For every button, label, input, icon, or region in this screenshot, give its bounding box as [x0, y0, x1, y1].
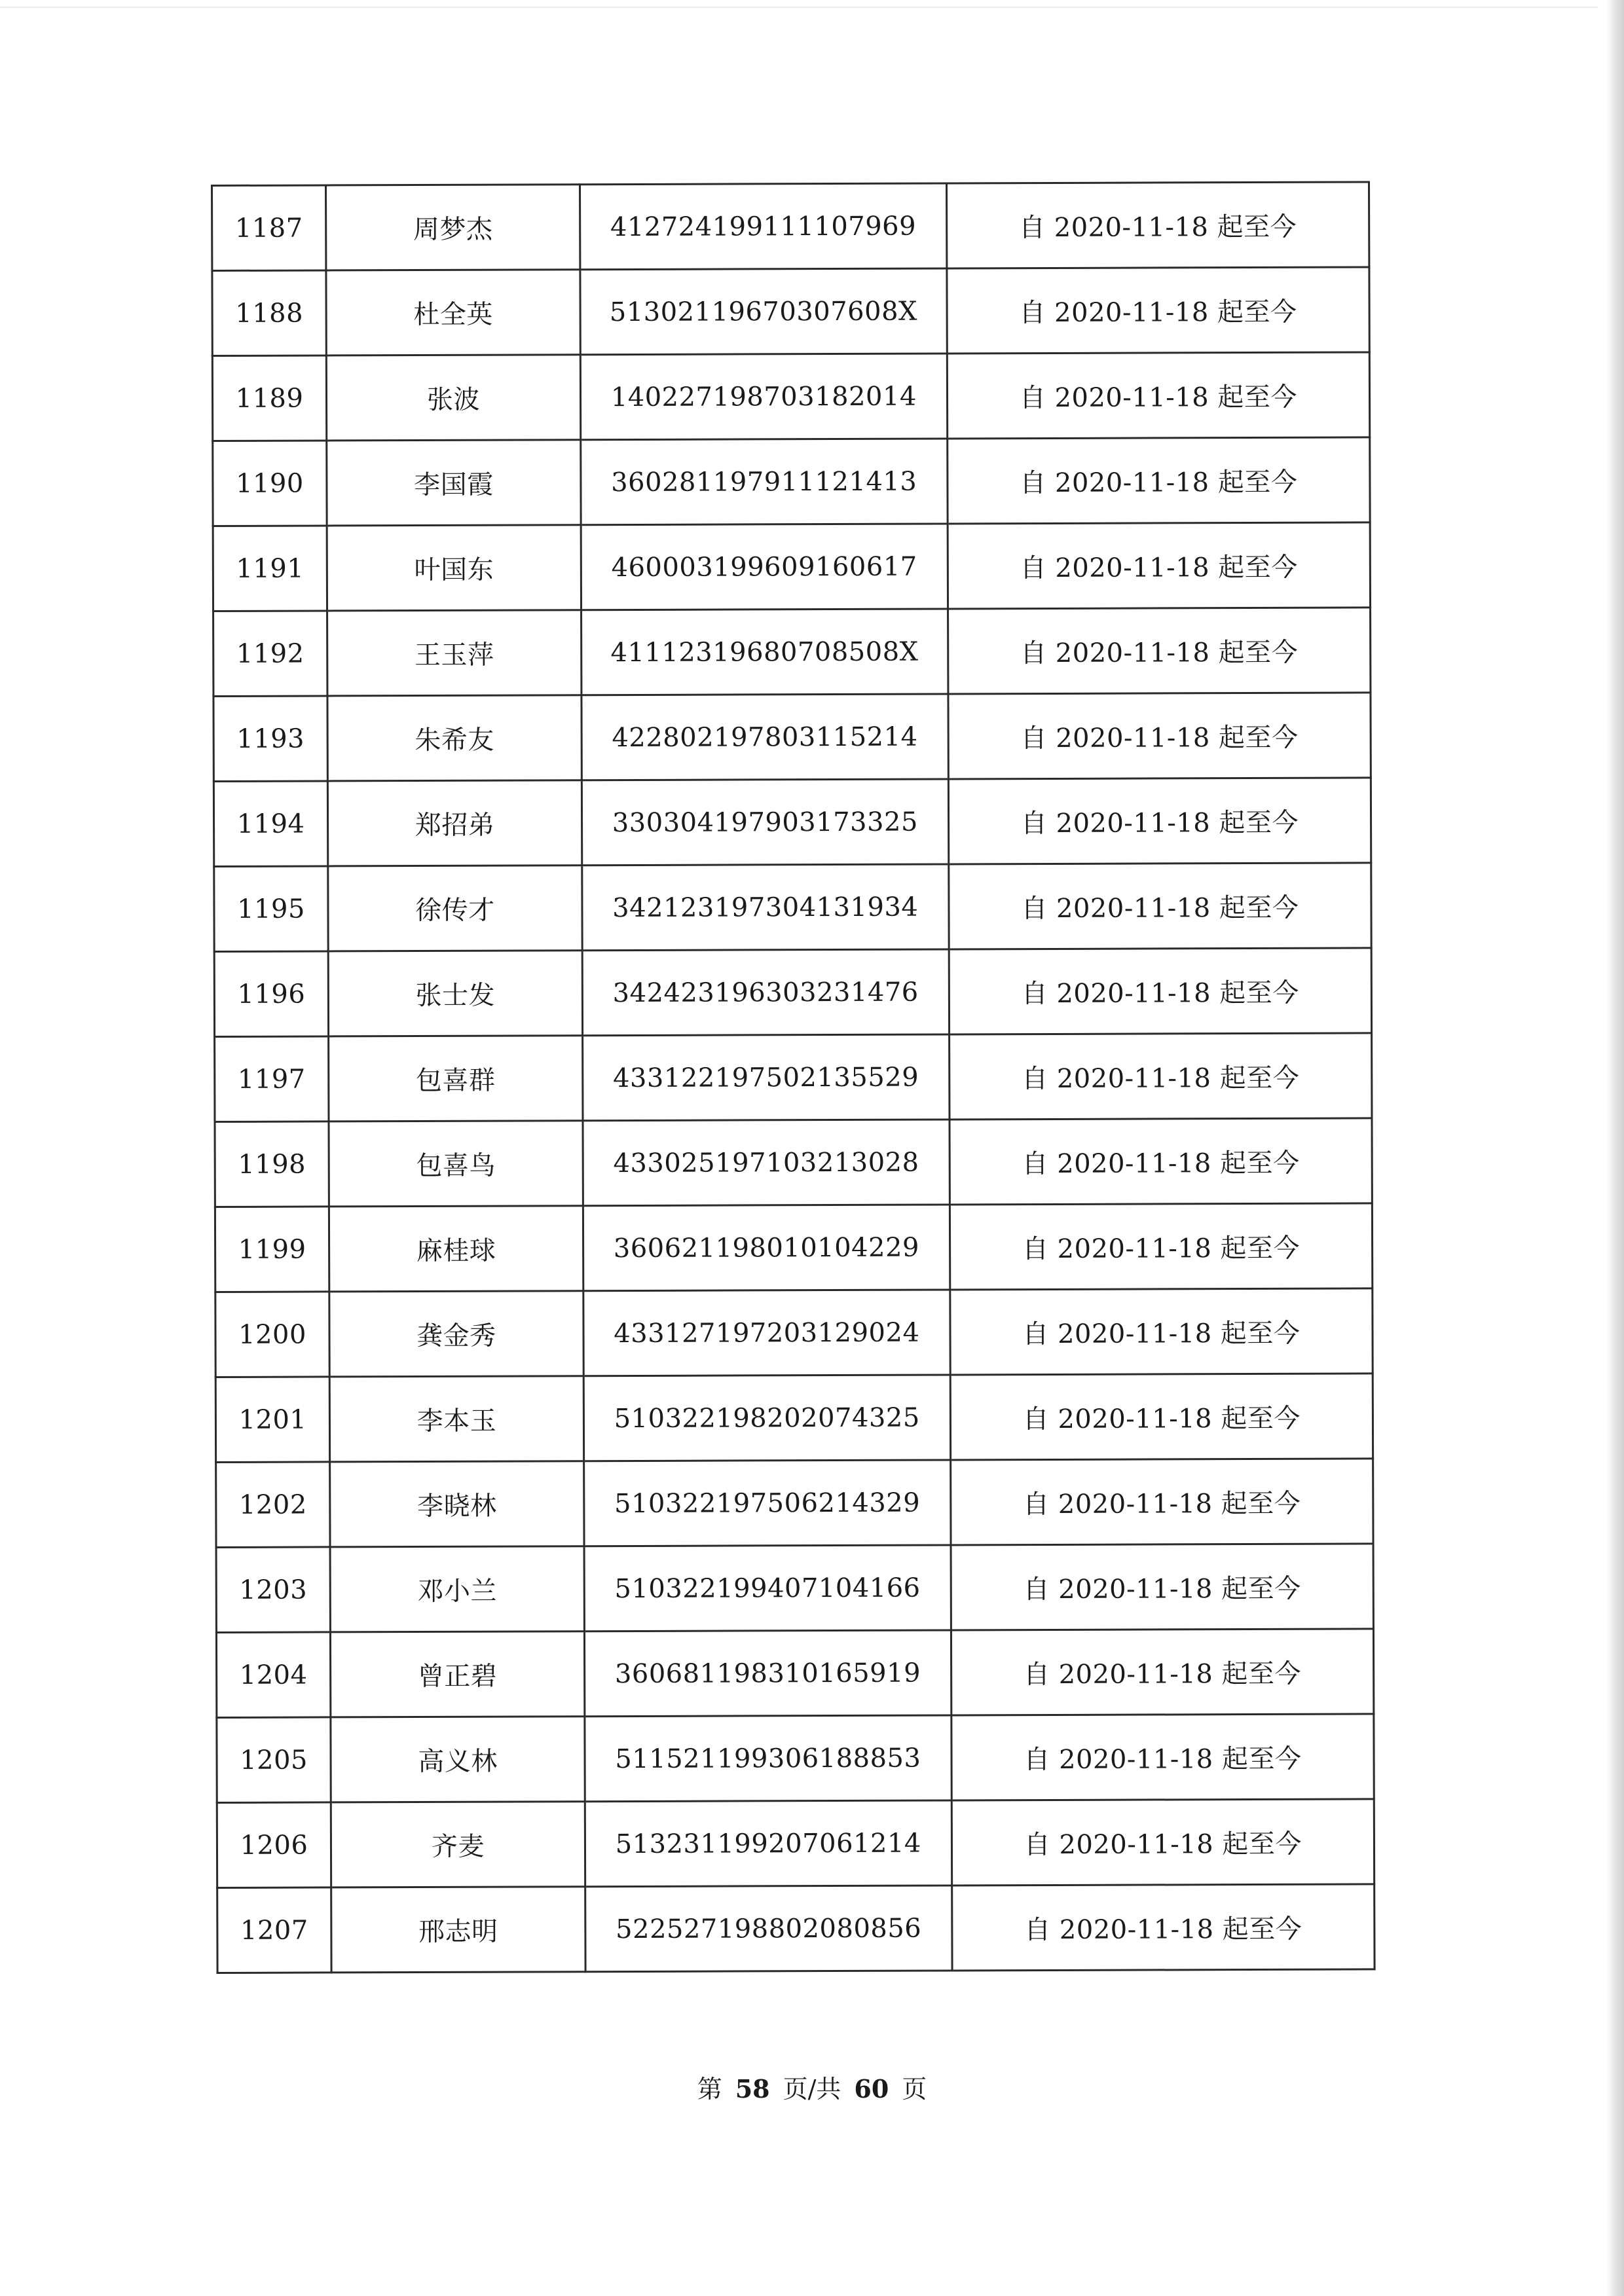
row-number-cell: 1199	[215, 1207, 329, 1292]
period-cell: 自 2020-11-18 起至今	[950, 1118, 1373, 1205]
period-cell: 自 2020-11-18 起至今	[951, 1884, 1375, 1971]
page-footer	[0, 2069, 1624, 2105]
id-number-cell: 510322198202074325	[583, 1375, 950, 1461]
period-cell: 自 2020-11-18 起至今	[947, 352, 1370, 439]
row-number-cell: 1201	[215, 1377, 329, 1463]
name-cell: 曾正碧	[330, 1631, 584, 1717]
id-number-cell: 360621198010104229	[583, 1205, 950, 1291]
id-number-cell: 510322197506214329	[584, 1460, 951, 1546]
name-cell: 包喜鸟	[329, 1121, 583, 1207]
table-row	[212, 352, 1369, 441]
table-row	[215, 1288, 1373, 1377]
name-cell: 张士发	[328, 951, 582, 1036]
name-cell: 王玉萍	[327, 610, 581, 696]
id-number-cell: 460003199609160617	[581, 524, 948, 610]
name-cell: 郑招弟	[327, 780, 581, 866]
period-cell: 自 2020-11-18 起至今	[951, 1714, 1375, 1800]
name-cell: 朱希友	[327, 695, 581, 781]
period-cell: 自 2020-11-18 起至今	[951, 1544, 1374, 1630]
period-cell: 自 2020-11-18 起至今	[951, 1799, 1375, 1886]
name-cell: 李晓林	[330, 1461, 584, 1547]
name-cell: 齐麦	[331, 1802, 585, 1887]
name-cell: 李国霞	[327, 440, 581, 526]
id-number-cell: 41112319680708508X	[581, 609, 948, 695]
table-row	[213, 778, 1371, 867]
table-row	[213, 693, 1371, 782]
row-number-cell: 1205	[217, 1717, 331, 1803]
period-cell: 自 2020-11-18 起至今	[948, 863, 1371, 949]
row-number-cell: 1204	[216, 1632, 330, 1718]
row-number-cell: 1197	[215, 1036, 329, 1122]
table-row	[217, 1799, 1374, 1888]
table-row	[215, 1374, 1373, 1463]
table-row	[213, 608, 1371, 697]
id-number-cell: 522527198802080856	[585, 1886, 952, 1972]
roster-table	[211, 181, 1376, 1974]
period-cell: 自 2020-11-18 起至今	[948, 522, 1371, 609]
name-cell: 李本玉	[329, 1376, 583, 1462]
name-cell: 杜全英	[326, 270, 580, 355]
period-cell: 自 2020-11-18 起至今	[946, 182, 1369, 268]
period-cell: 自 2020-11-18 起至今	[950, 1203, 1373, 1290]
table-row	[216, 1544, 1373, 1633]
period-cell: 自 2020-11-18 起至今	[948, 778, 1371, 864]
row-number-cell: 1207	[217, 1887, 331, 1973]
table-row	[213, 522, 1370, 611]
period-cell: 自 2020-11-18 起至今	[949, 948, 1372, 1034]
table-row	[215, 1033, 1372, 1122]
table-row	[217, 1884, 1375, 1973]
id-number-cell: 422802197803115214	[581, 694, 948, 780]
period-cell: 自 2020-11-18 起至今	[949, 1033, 1372, 1120]
scan-edge	[1607, 0, 1624, 2296]
row-number-cell: 1193	[213, 696, 327, 782]
table-row	[217, 1714, 1374, 1803]
name-cell: 麻桂球	[329, 1206, 583, 1292]
table-row	[214, 948, 1371, 1037]
name-cell: 叶国东	[327, 525, 581, 611]
row-number-cell: 1196	[214, 951, 328, 1037]
id-number-cell: 342123197304131934	[582, 864, 949, 951]
period-cell: 自 2020-11-18 起至今	[947, 437, 1370, 524]
row-number-cell: 1187	[212, 185, 326, 271]
page-footer-suffix: 页	[902, 2075, 927, 2104]
row-number-cell: 1190	[213, 441, 327, 526]
period-cell: 自 2020-11-18 起至今	[950, 1288, 1373, 1375]
table-row	[212, 182, 1369, 271]
table-row	[216, 1459, 1373, 1548]
table-row	[215, 1118, 1372, 1207]
id-number-cell: 51302119670307608X	[580, 268, 947, 355]
roster-table-body	[212, 182, 1375, 1973]
name-cell: 邓小兰	[330, 1546, 584, 1632]
row-number-cell: 1198	[215, 1121, 329, 1207]
current-page-number: 58	[735, 2074, 770, 2104]
row-number-cell: 1194	[213, 781, 327, 867]
row-number-cell: 1200	[215, 1292, 329, 1377]
row-number-cell: 1191	[213, 526, 327, 611]
id-number-cell: 412724199111107969	[580, 183, 946, 270]
row-number-cell: 1202	[216, 1462, 330, 1548]
period-cell: 自 2020-11-18 起至今	[947, 267, 1370, 354]
id-number-cell: 513231199207061214	[585, 1800, 951, 1887]
name-cell: 邢志明	[331, 1887, 585, 1973]
name-cell: 龚金秀	[329, 1291, 583, 1377]
id-number-cell: 360681198310165919	[584, 1630, 951, 1717]
period-cell: 自 2020-11-18 起至今	[948, 693, 1371, 779]
page-footer-middle: 页/共	[783, 2075, 841, 2104]
id-number-cell: 433025197103213028	[583, 1120, 950, 1206]
id-number-cell: 433127197203129024	[583, 1290, 950, 1376]
row-number-cell: 1192	[213, 611, 327, 697]
scan-top-rule	[0, 7, 1598, 8]
name-cell: 包喜群	[329, 1036, 583, 1121]
id-number-cell: 360281197911121413	[581, 439, 948, 525]
table-row	[214, 863, 1371, 952]
table-row	[212, 267, 1369, 356]
id-number-cell: 433122197502135529	[583, 1034, 950, 1121]
page-footer-prefix: 第	[697, 2075, 722, 2104]
row-number-cell: 1189	[212, 355, 326, 441]
row-number-cell: 1188	[212, 270, 326, 356]
period-cell: 自 2020-11-18 起至今	[950, 1374, 1373, 1460]
period-cell: 自 2020-11-18 起至今	[950, 1459, 1373, 1545]
id-number-cell: 510322199407104166	[584, 1545, 951, 1631]
name-cell: 徐传才	[328, 866, 582, 951]
period-cell: 自 2020-11-18 起至今	[951, 1629, 1374, 1715]
row-number-cell: 1195	[214, 866, 328, 952]
table-row	[216, 1629, 1373, 1718]
id-number-cell: 330304197903173325	[581, 779, 948, 866]
name-cell: 张波	[326, 355, 580, 441]
id-number-cell: 140227198703182014	[580, 354, 947, 440]
id-number-cell: 342423196303231476	[582, 949, 949, 1036]
row-number-cell: 1206	[217, 1802, 331, 1888]
name-cell: 高义林	[331, 1717, 585, 1802]
table-row	[215, 1203, 1372, 1292]
period-cell: 自 2020-11-18 起至今	[948, 608, 1371, 694]
name-cell: 周梦杰	[326, 185, 580, 270]
table-row	[213, 437, 1370, 526]
id-number-cell: 511521199306188853	[585, 1715, 951, 1802]
total-pages-number: 60	[854, 2074, 889, 2104]
row-number-cell: 1203	[216, 1547, 330, 1633]
